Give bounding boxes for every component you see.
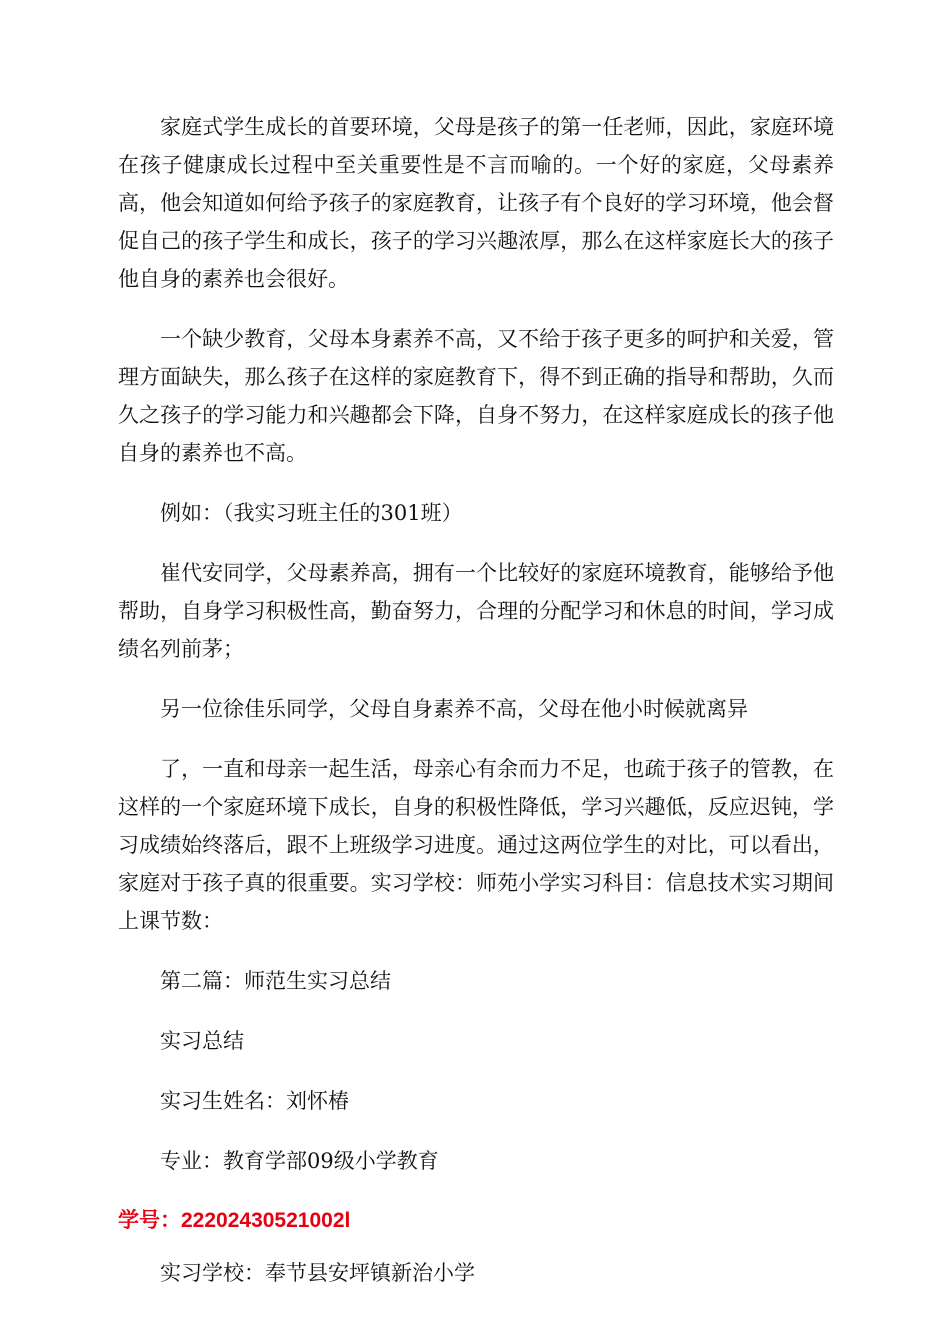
paragraph-student-cui: 崔代安同学，父母素养高，拥有一个比较好的家庭环境教育，能够给予他帮助，自身学习积极性高，勤奋努力，合理的分配学习和休息的时间，学习成绩名列前茅； <box>118 561 834 661</box>
school-line: 实习学校：奉节县安坪镇新治小学 <box>160 1261 475 1285</box>
paragraph-student-xu: 另一位徐佳乐同学，父母自身素养不高，父母在他小时候就离异 <box>160 697 748 721</box>
paragraph-example: 例如：（我实习班主任的301班） <box>160 501 463 525</box>
document-page <box>118 108 834 1314</box>
student-id-line: 学号：22202430521002l <box>118 1209 351 1232</box>
major-line: 专业：教育学部09级小学教育 <box>160 1149 439 1173</box>
paragraph-lack-of-education: 一个缺少教育，父母本身素养不高，又不给于孩子更多的呵护和关爱，管理方面缺失，那么孩子在这样的家庭教育下，得不到正确的指导和帮助，久而久之孩子的学习能力和兴趣都会下降，自身不努力，在这样家庭成长的孩子他自身的素养也不高。 <box>118 327 834 465</box>
section-heading-second: 第二篇：师范生实习总结 <box>160 969 391 993</box>
intern-name: 实习生姓名：刘怀椿 <box>160 1089 349 1113</box>
summary-title: 实习总结 <box>160 1029 244 1053</box>
paragraph-family-environment: 家庭式学生成长的首要环境，父母是孩子的第一任老师，因此，家庭环境在孩子健康成长过程中至关重要性是不言而喻的。一个好的家庭，父母素养高，他会知道如何给予孩子的家庭教育，让孩子有个良好的学习环境，他会督促自己的孩子学生和成长，孩子的学习兴趣浓厚，那么在这样家庭长大的孩子他自身的素养也会很好。 <box>118 115 834 291</box>
paragraph-student-xu-continued: 了，一直和母亲一起生活，母亲心有余而力不足，也疏于孩子的管教，在这样的一个家庭环境下成长，自身的积极性降低，学习兴趣低，反应迟钝，学习成绩始终落后，跟不上班级学习进度。通过这两位学生的对比，可以看出，家庭对于孩子真的很重要。实习学校：师苑小学实习科目：信息技术实习期间上课节数： <box>118 757 834 933</box>
